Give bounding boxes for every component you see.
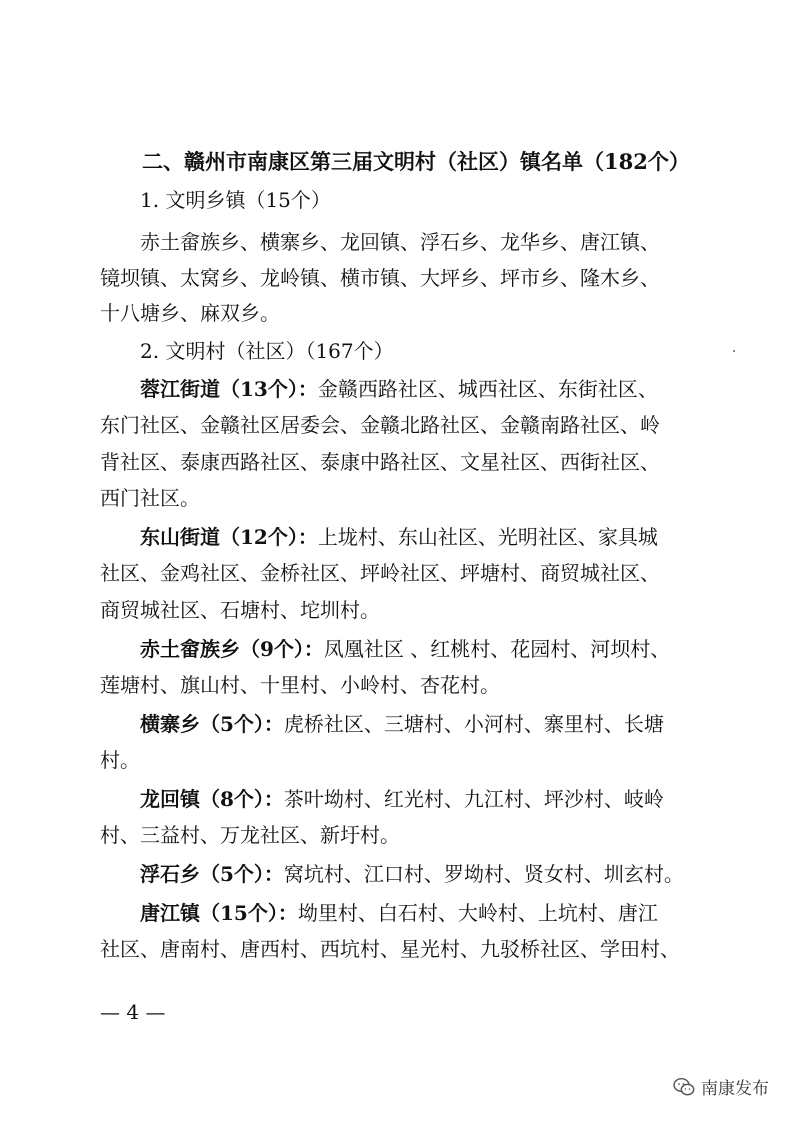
fushi-label: 浮石乡（5个）： — [140, 862, 284, 886]
rongjiang-line-4: 西门社区。 — [100, 486, 200, 510]
rongjiang-line-3: 背社区、泰康西路社区、泰康中路社区、文星社区、西街社区、 — [100, 450, 660, 474]
watermark-text: 南康发布 — [701, 1079, 769, 1099]
wechat-icon — [673, 1077, 695, 1097]
section-title: 二、赣州市南康区第三届文明村（社区）镇名单（182个） — [142, 149, 690, 174]
longhui-line-2: 村、三益村、万龙社区、新圩村。 — [100, 823, 400, 847]
dongshan-label: 东山街道（12个）： — [140, 525, 318, 549]
scan-speck — [733, 350, 735, 352]
tangjiang-text-1: 坳里村、白石村、大岭村、上坑村、唐江 — [297, 901, 658, 925]
fushi-line-1 — [140, 860, 684, 888]
rongjiang-line-2: 东门社区、金赣社区居委会、金赣北路社区、金赣南路社区、岭 — [100, 413, 660, 437]
tangjiang-line-1 — [140, 899, 680, 927]
page-number: — 4 — — [100, 1000, 166, 1024]
rongjiang-text-1: 金赣西路社区、城西社区、东街社区、 — [317, 377, 658, 401]
longhui-line-1 — [140, 785, 680, 813]
tangjiang-label: 唐江镇（15个）： — [140, 901, 298, 925]
subheading-villages: 2. 文明村（社区）（167个） — [140, 339, 394, 363]
rongjiang-label: 蓉江街道（13个）： — [140, 377, 318, 401]
towns-line-1: 赤土畲族乡、横寨乡、龙回镇、浮石乡、龙华乡、唐江镇、 — [140, 230, 660, 254]
subheading-towns: 1. 文明乡镇（15个） — [140, 188, 331, 212]
wechat-watermark — [673, 1074, 769, 1099]
longhui-label: 龙回镇（8个）： — [140, 787, 284, 811]
dongshan-line-3: 商贸城社区、石塘村、坨圳村。 — [100, 598, 380, 622]
chitu-text-1: 凤凰社区 、红桃村、花园村、河坝村、 — [323, 637, 671, 661]
hengzhai-line-1 — [140, 710, 680, 738]
hengzhai-label: 横寨乡（5个）： — [140, 712, 284, 736]
tangjiang-line-2: 社区、唐南村、唐西村、西坑村、星光村、九驳桥社区、学田村、 — [100, 937, 680, 961]
dongshan-line-2: 社区、金鸡社区、金桥社区、坪岭社区、坪塘村、商贸城社区、 — [100, 561, 660, 585]
hengzhai-text-1: 虎桥社区、三塘村、小河村、寨里村、长塘 — [283, 712, 664, 736]
fushi-text-1: 窝坑村、江口村、罗坳村、贤女村、圳玄村。 — [283, 862, 684, 886]
chitu-line-2: 莲塘村、旗山村、十里村、小岭村、杏花村。 — [100, 673, 500, 697]
towns-line-3: 十八塘乡、麻双乡。 — [100, 301, 280, 325]
chitu-label: 赤土畲族乡（9个）： — [140, 637, 324, 661]
hengzhai-line-2: 村。 — [100, 748, 140, 772]
longhui-text-1: 茶叶坳村、红光村、九江村、坪沙村、岐岭 — [283, 787, 664, 811]
chitu-line-1 — [140, 635, 680, 663]
towns-line-2: 镜坝镇、太窝乡、龙岭镇、横市镇、大坪乡、坪市乡、隆木乡、 — [100, 266, 660, 290]
dongshan-text-1: 上垅村、东山社区、光明社区、家具城 — [317, 525, 658, 549]
rongjiang-line-1 — [140, 375, 680, 403]
dongshan-line-1 — [140, 523, 680, 551]
